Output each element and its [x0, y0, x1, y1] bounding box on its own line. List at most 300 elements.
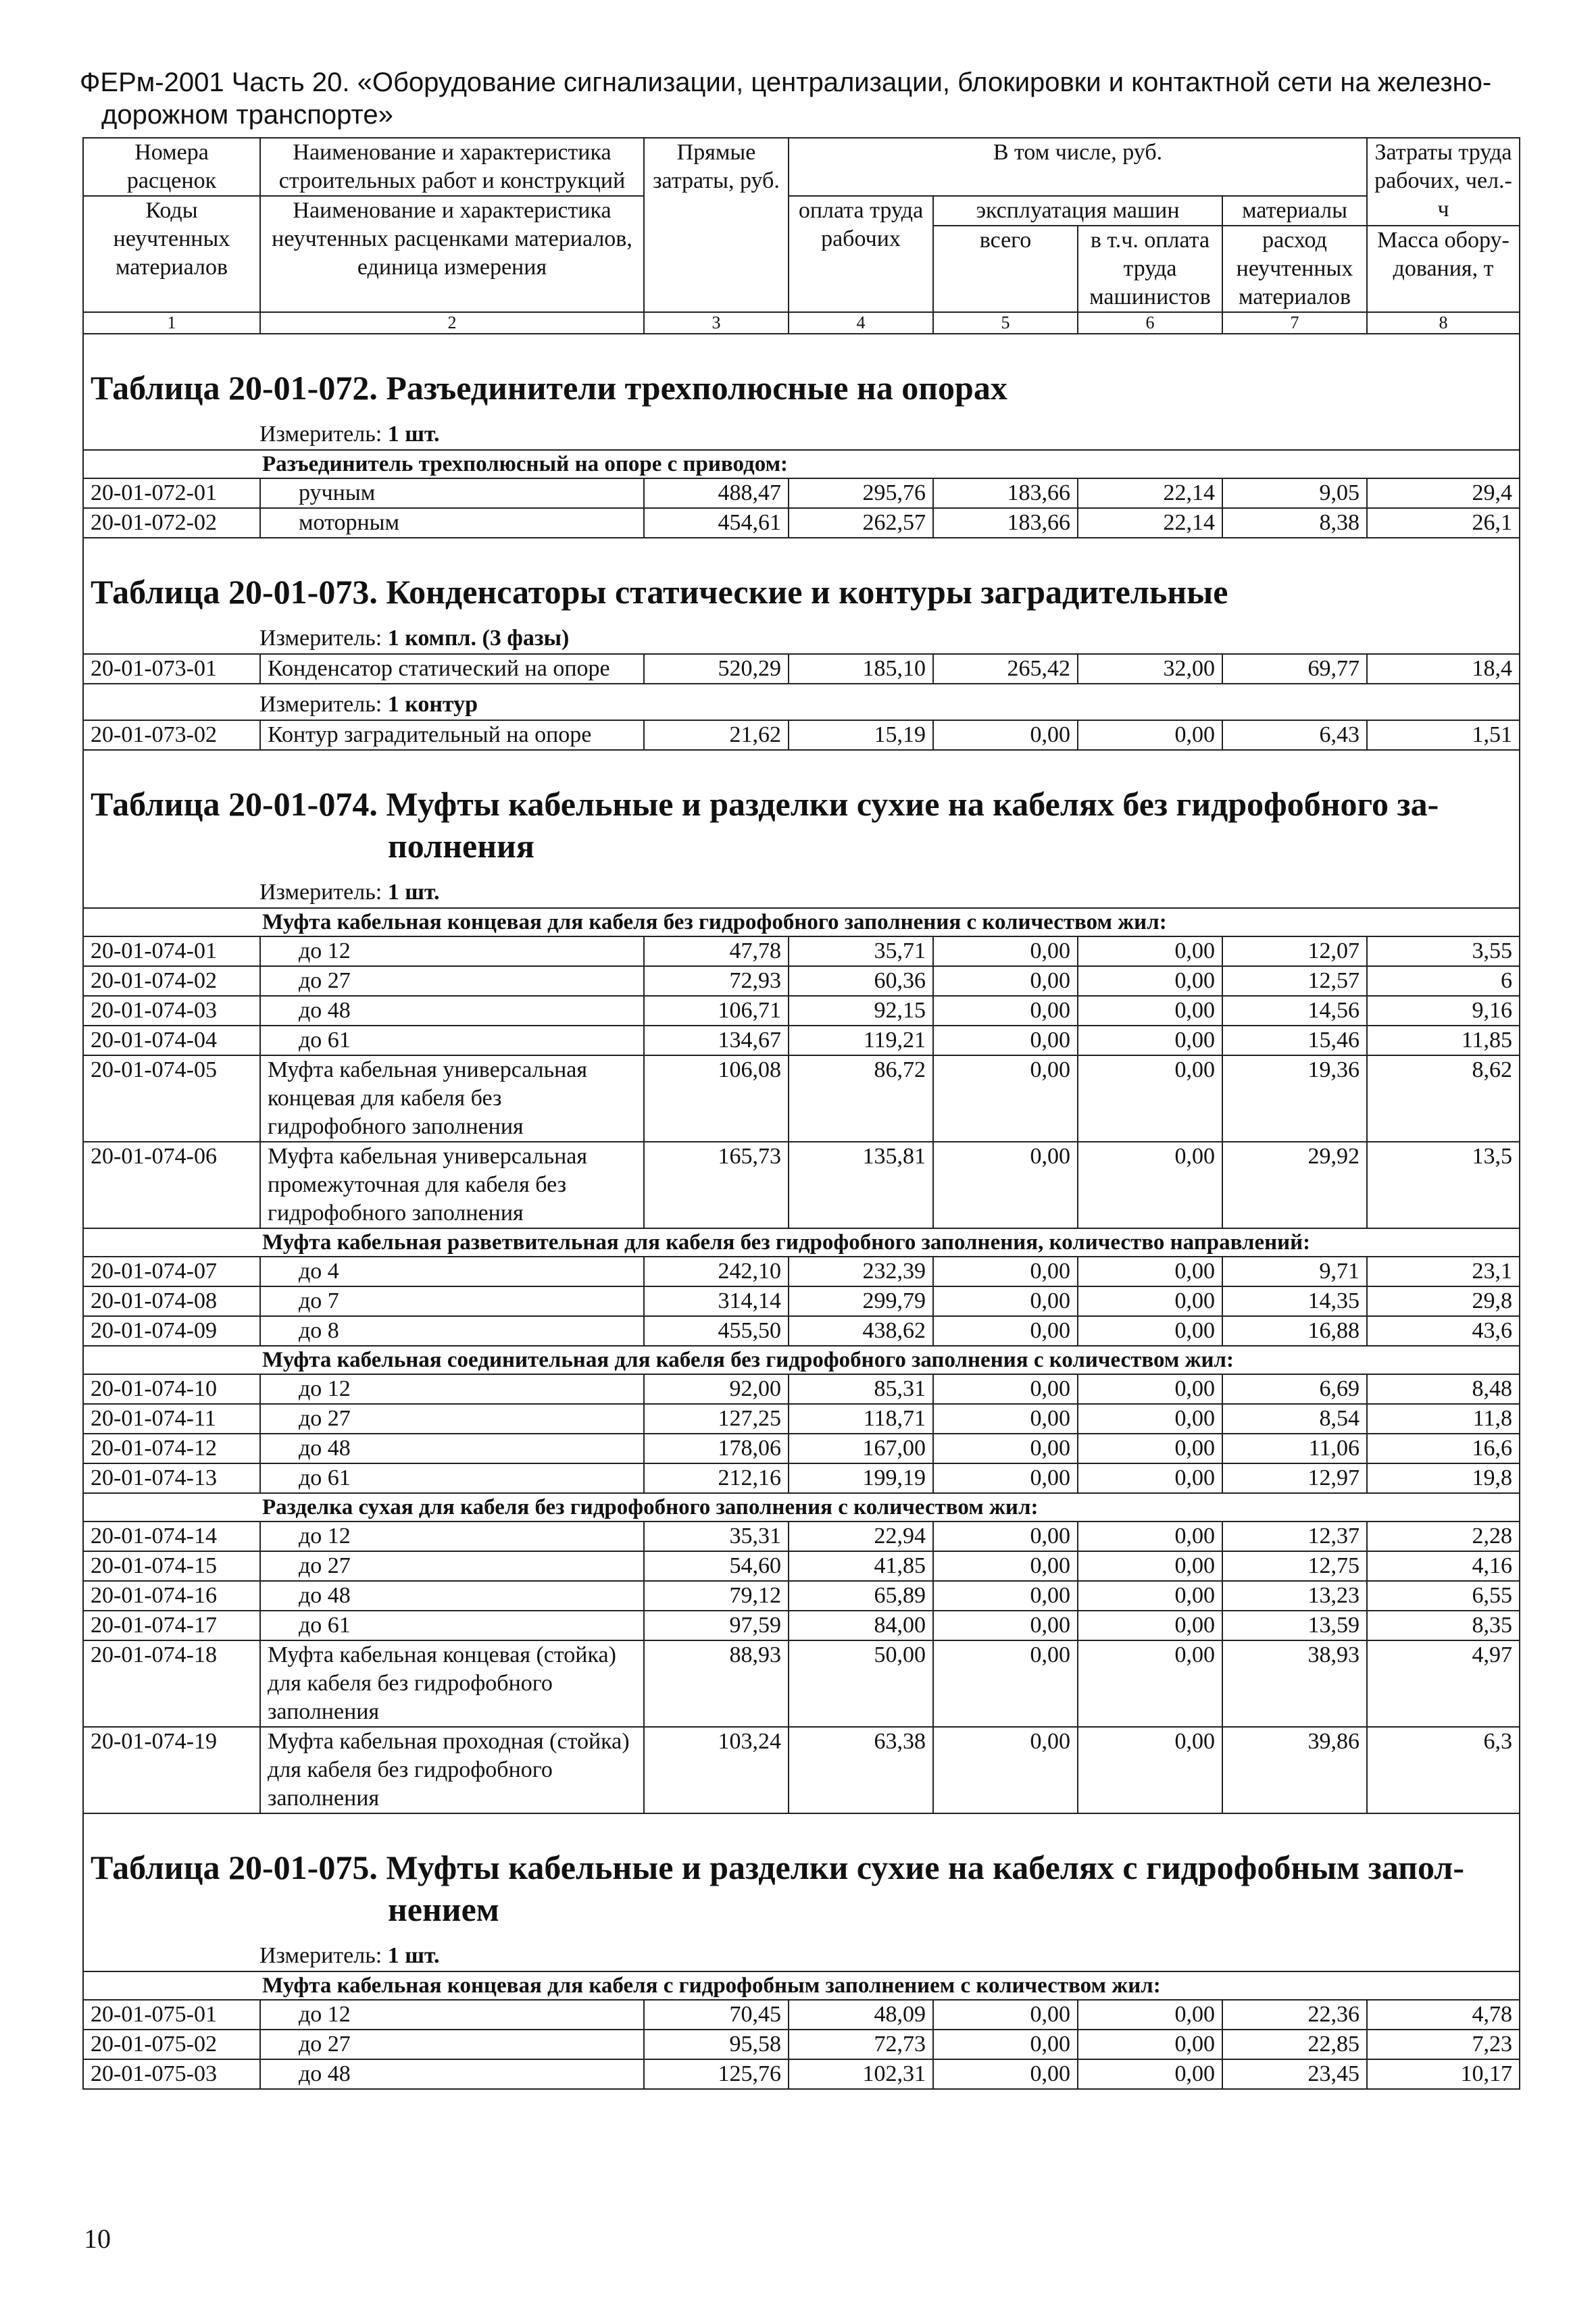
value-v7: 9,71	[1222, 1257, 1367, 1286]
value-v6: 32,00	[1078, 654, 1222, 684]
value-v7: 13,59	[1222, 1611, 1367, 1640]
measure-row	[83, 618, 1520, 654]
work-name: до 48	[260, 1581, 644, 1611]
value-v3: 455,50	[644, 1316, 789, 1346]
section-title	[83, 764, 1520, 872]
value-v7: 13,23	[1222, 1581, 1367, 1611]
value-v6: 0,00	[1078, 1521, 1222, 1551]
value-v4: 199,19	[789, 1463, 933, 1493]
table-row	[83, 1404, 1520, 1434]
value-v3: 134,67	[644, 1026, 789, 1055]
work-name: до 12	[260, 1521, 644, 1551]
rate-code: 20-01-073-01	[83, 654, 260, 684]
table-row	[83, 1286, 1520, 1316]
table-row	[83, 1316, 1520, 1346]
work-name: до 27	[260, 1404, 644, 1434]
table-row	[83, 1640, 1520, 1727]
value-v5: 0,00	[933, 966, 1078, 996]
value-v6: 0,00	[1078, 1404, 1222, 1434]
value-v3: 106,71	[644, 996, 789, 1026]
value-v6: 22,14	[1078, 478, 1222, 508]
value-v5: 0,00	[933, 1581, 1078, 1611]
value-v8: 23,1	[1367, 1257, 1520, 1286]
col2-bottom-header: Наименование и характеристика неучтенных расценками материалов, единица измерения	[260, 196, 644, 312]
measure-row	[83, 414, 1520, 450]
group-heading: Муфта кабельная концевая для кабеля с гидрофобным заполнением с количеством жил:	[83, 1971, 1520, 2000]
work-name: до 61	[260, 1463, 644, 1493]
table-row	[83, 1581, 1520, 1611]
value-v7: 12,37	[1222, 1521, 1367, 1551]
table-row	[83, 1463, 1520, 1493]
rate-code: 20-01-074-07	[83, 1257, 260, 1286]
value-v5: 0,00	[933, 720, 1078, 750]
value-v6: 0,00	[1078, 720, 1222, 750]
spacer-cell	[83, 334, 1520, 348]
value-v5: 183,66	[933, 508, 1078, 538]
value-v3: 127,25	[644, 1404, 789, 1434]
value-v6: 0,00	[1078, 1611, 1222, 1640]
value-v3: 88,93	[644, 1640, 789, 1727]
value-v6: 0,00	[1078, 966, 1222, 996]
value-v5: 0,00	[933, 1257, 1078, 1286]
machines-header: эксплуатация машин	[933, 196, 1222, 226]
value-v4: 262,57	[789, 508, 933, 538]
work-name: до 4	[260, 1257, 644, 1286]
value-v6: 0,00	[1078, 936, 1222, 966]
table-row	[83, 996, 1520, 1026]
value-v3: 72,93	[644, 966, 789, 996]
value-v4: 185,10	[789, 654, 933, 684]
rate-code: 20-01-074-17	[83, 1611, 260, 1640]
column-number: 5	[933, 312, 1078, 334]
value-v5: 0,00	[933, 1727, 1078, 1813]
value-v7: 29,92	[1222, 1142, 1367, 1228]
col1-bottom-header: Коды неучтенных материалов	[83, 196, 260, 312]
value-v8: 2,28	[1367, 1521, 1520, 1551]
value-v5: 0,00	[933, 1055, 1078, 1142]
table-row	[83, 478, 1520, 508]
value-v6: 0,00	[1078, 2059, 1222, 2089]
value-v5: 0,00	[933, 1404, 1078, 1434]
work-name: до 7	[260, 1286, 644, 1316]
section-title-continuation: полнения	[388, 827, 534, 865]
value-v4: 41,85	[789, 1551, 933, 1581]
work-name: ручным	[260, 478, 644, 508]
measure-label: Измеритель:	[259, 692, 382, 717]
rate-code: 20-01-074-10	[83, 1374, 260, 1404]
materials-header: материалы	[1222, 196, 1367, 226]
section-title-text: Таблица 20-01-075. Муфты кабельные и разделки сухие на кабелях с гидрофобным запол-	[91, 1848, 1465, 1886]
rate-code: 20-01-072-01	[83, 478, 260, 508]
value-v4: 15,19	[789, 720, 933, 750]
value-v4: 119,21	[789, 1026, 933, 1055]
value-v5: 0,00	[933, 1316, 1078, 1346]
value-v3: 79,12	[644, 1581, 789, 1611]
group-heading: Муфта кабельная разветвительная для кабеля без гидрофобного заполнения, количество направлений:	[83, 1228, 1520, 1257]
column-number: 3	[644, 312, 789, 334]
rates-table	[82, 137, 1520, 2090]
value-v4: 48,09	[789, 2000, 933, 2030]
measure-label: Измеритель:	[259, 880, 382, 905]
value-v3: 125,76	[644, 2059, 789, 2089]
work-name: до 12	[260, 936, 644, 966]
work-name: до 27	[260, 966, 644, 996]
work-name: до 12	[260, 1374, 644, 1404]
value-v4: 295,76	[789, 478, 933, 508]
value-v8: 43,6	[1367, 1316, 1520, 1346]
value-v4: 92,15	[789, 996, 933, 1026]
value-v7: 14,35	[1222, 1286, 1367, 1316]
section-title-text: Таблица 20-01-073. Конденсаторы статические и контуры заградительные	[91, 573, 1228, 611]
value-v6: 0,00	[1078, 1551, 1222, 1581]
value-v6: 0,00	[1078, 1374, 1222, 1404]
value-v6: 0,00	[1078, 1286, 1222, 1316]
table-row	[83, 2030, 1520, 2059]
section-title-text: Таблица 20-01-072. Разъединители трехполюсные на опорах	[91, 369, 1007, 407]
col1-top-header: Номера расценок	[83, 138, 260, 196]
value-v7: 22,85	[1222, 2030, 1367, 2059]
value-v5: 265,42	[933, 654, 1078, 684]
group-heading: Муфта кабельная соединительная для кабеля без гидрофобного заполнения с количеством жил:	[83, 1346, 1520, 1374]
value-v6: 0,00	[1078, 2000, 1222, 2030]
group-heading: Разделка сухая для кабеля без гидрофобного заполнения с количеством жил:	[83, 1493, 1520, 1521]
value-v5: 0,00	[933, 2000, 1078, 2030]
value-v3: 21,62	[644, 720, 789, 750]
group-heading-row	[83, 1346, 1520, 1374]
value-v7: 12,57	[1222, 966, 1367, 996]
work-name: моторным	[260, 508, 644, 538]
value-v8: 8,62	[1367, 1055, 1520, 1142]
section-title-row	[83, 1828, 1520, 1936]
rate-code: 20-01-075-03	[83, 2059, 260, 2089]
value-v3: 47,78	[644, 936, 789, 966]
rate-code: 20-01-073-02	[83, 720, 260, 750]
work-name: Муфта кабельная проходная (стойка) для кабеля без гидрофобного заполнения	[260, 1727, 644, 1813]
value-v8: 7,23	[1367, 2030, 1520, 2059]
rate-code: 20-01-074-05	[83, 1055, 260, 1142]
value-v5: 0,00	[933, 2030, 1078, 2059]
section-title	[83, 552, 1520, 618]
column-header	[83, 138, 1520, 334]
value-v3: 70,45	[644, 2000, 789, 2030]
value-v7: 38,93	[1222, 1640, 1367, 1727]
value-v3: 103,24	[644, 1727, 789, 1813]
value-v7: 16,88	[1222, 1316, 1367, 1346]
value-v7: 15,46	[1222, 1026, 1367, 1055]
value-v6: 0,00	[1078, 1026, 1222, 1055]
value-v5: 0,00	[933, 1434, 1078, 1463]
value-v4: 118,71	[789, 1404, 933, 1434]
value-v3: 212,16	[644, 1463, 789, 1493]
group-heading-row	[83, 1228, 1520, 1257]
value-v6: 0,00	[1078, 1055, 1222, 1142]
value-v6: 0,00	[1078, 1316, 1222, 1346]
value-v5: 0,00	[933, 996, 1078, 1026]
col3-header: Прямые затраты, руб.	[644, 138, 789, 312]
value-v8: 13,5	[1367, 1142, 1520, 1228]
rate-code: 20-01-072-02	[83, 508, 260, 538]
value-v6: 0,00	[1078, 1581, 1222, 1611]
value-v8: 6	[1367, 966, 1520, 996]
value-v3: 165,73	[644, 1142, 789, 1228]
value-v8: 8,35	[1367, 1611, 1520, 1640]
table-row	[83, 1727, 1520, 1813]
value-v4: 299,79	[789, 1286, 933, 1316]
table-row	[83, 1257, 1520, 1286]
col5-header: всего	[933, 226, 1078, 312]
rate-code: 20-01-074-01	[83, 936, 260, 966]
section-spacer	[83, 750, 1520, 764]
value-v3: 488,47	[644, 478, 789, 508]
value-v8: 9,16	[1367, 996, 1520, 1026]
group-heading: Разъединитель трехполюсный на опоре с приводом:	[83, 450, 1520, 478]
group-heading: Муфта кабельная концевая для кабеля без гидрофобного заполнения с количеством жил:	[83, 908, 1520, 936]
measure-cell	[83, 618, 1520, 654]
rate-code: 20-01-074-03	[83, 996, 260, 1026]
value-v4: 135,81	[789, 1142, 933, 1228]
rate-code: 20-01-074-12	[83, 1434, 260, 1463]
value-v4: 72,73	[789, 2030, 933, 2059]
value-v4: 22,94	[789, 1521, 933, 1551]
work-name: до 48	[260, 2059, 644, 2089]
measure-value: 1 компл. (3 фазы)	[387, 626, 570, 651]
column-number: 7	[1222, 312, 1367, 334]
section-title	[83, 1828, 1520, 1936]
value-v7: 12,97	[1222, 1463, 1367, 1493]
measure-cell	[83, 1936, 1520, 1971]
rates-document	[82, 137, 1519, 2090]
group-heading-row	[83, 450, 1520, 478]
measure-value: 1 шт.	[387, 422, 440, 447]
value-v4: 50,00	[789, 1640, 933, 1727]
value-v7: 22,36	[1222, 2000, 1367, 2030]
measure-label: Измеритель:	[259, 626, 382, 651]
value-v8: 18,4	[1367, 654, 1520, 684]
work-name: до 27	[260, 2030, 644, 2059]
table-row	[83, 2059, 1520, 2089]
section-title-text: Таблица 20-01-074. Муфты кабельные и разделки сухие на кабелях без гидрофобного за-	[91, 785, 1439, 823]
value-v4: 60,36	[789, 966, 933, 996]
rate-code: 20-01-074-04	[83, 1026, 260, 1055]
header-line-1: ФЕРм-2001 Часть 20. «Оборудование сигнализации, централизации, блокировки и контактной сети на железно-	[80, 68, 1492, 97]
rate-code: 20-01-074-14	[83, 1521, 260, 1551]
value-v8: 11,8	[1367, 1404, 1520, 1434]
measure-cell	[83, 684, 1520, 720]
value-v8: 4,78	[1367, 2000, 1520, 2030]
rate-code: 20-01-074-09	[83, 1316, 260, 1346]
table-row	[83, 1551, 1520, 1581]
work-name: до 12	[260, 2000, 644, 2030]
page-number: 10	[84, 2223, 111, 2254]
table-row	[83, 1374, 1520, 1404]
spacer-cell	[83, 750, 1520, 764]
value-v5: 0,00	[933, 1463, 1078, 1493]
value-v8: 3,55	[1367, 936, 1520, 966]
table-row	[83, 720, 1520, 750]
col4-header: оплата труда рабочих	[789, 196, 933, 312]
value-v4: 232,39	[789, 1257, 933, 1286]
col7-header: расход неучтенных материалов	[1222, 226, 1367, 312]
group-heading-row	[83, 908, 1520, 936]
value-v5: 0,00	[933, 1551, 1078, 1581]
value-v6: 0,00	[1078, 1727, 1222, 1813]
value-v8: 1,51	[1367, 720, 1520, 750]
value-v8: 8,48	[1367, 1374, 1520, 1404]
measure-value: 1 контур	[387, 692, 478, 717]
value-v6: 0,00	[1078, 996, 1222, 1026]
value-v5: 0,00	[933, 1521, 1078, 1551]
value-v6: 0,00	[1078, 2030, 1222, 2059]
section-title-row	[83, 764, 1520, 872]
value-v8: 19,8	[1367, 1463, 1520, 1493]
table-row	[83, 1142, 1520, 1228]
work-name: Муфта кабельная универсальная промежуточная для кабеля без гидрофобного заполнения	[260, 1142, 644, 1228]
work-name: до 61	[260, 1026, 644, 1055]
value-v3: 92,00	[644, 1374, 789, 1404]
section-spacer	[83, 1813, 1520, 1828]
work-name: до 27	[260, 1551, 644, 1581]
value-v4: 65,89	[789, 1581, 933, 1611]
spacer-cell	[83, 1813, 1520, 1828]
measure-row	[83, 1936, 1520, 1971]
value-v6: 0,00	[1078, 1640, 1222, 1727]
table-row	[83, 936, 1520, 966]
value-v6: 0,00	[1078, 1434, 1222, 1463]
header-line-2: дорожном транспорте»	[101, 100, 393, 130]
section-spacer	[83, 334, 1520, 348]
value-v8: 11,85	[1367, 1026, 1520, 1055]
rate-code: 20-01-075-01	[83, 2000, 260, 2030]
value-v8: 6,3	[1367, 1727, 1520, 1813]
value-v3: 178,06	[644, 1434, 789, 1463]
value-v7: 8,54	[1222, 1404, 1367, 1434]
value-v7: 69,77	[1222, 654, 1367, 684]
rate-code: 20-01-074-11	[83, 1404, 260, 1434]
value-v3: 314,14	[644, 1286, 789, 1316]
value-v6: 0,00	[1078, 1257, 1222, 1286]
value-v7: 12,07	[1222, 936, 1367, 966]
value-v3: 97,59	[644, 1611, 789, 1640]
measure-label: Измеритель:	[259, 422, 382, 447]
value-v7: 23,45	[1222, 2059, 1367, 2089]
table-row	[83, 654, 1520, 684]
work-name: Муфта кабельная универсальная концевая для кабеля без гидрофобного заполнения	[260, 1055, 644, 1142]
value-v8: 29,4	[1367, 478, 1520, 508]
spacer-cell	[83, 538, 1520, 552]
value-v7: 39,86	[1222, 1727, 1367, 1813]
col2-top-header: Наименование и характеристика строительных работ и конструкций	[260, 138, 644, 196]
col8-top-header: Затраты труда рабочих, чел.-ч	[1367, 138, 1520, 226]
rate-code: 20-01-074-08	[83, 1286, 260, 1316]
value-v5: 0,00	[933, 1142, 1078, 1228]
value-v3: 242,10	[644, 1257, 789, 1286]
value-v7: 8,38	[1222, 508, 1367, 538]
work-name: Муфта кабельная концевая (стойка) для кабеля без гидрофобного заполнения	[260, 1640, 644, 1727]
table-row	[83, 1434, 1520, 1463]
value-v3: 106,08	[644, 1055, 789, 1142]
value-v5: 183,66	[933, 478, 1078, 508]
including-header: В том числе, руб.	[789, 138, 1367, 196]
table-row	[83, 966, 1520, 996]
value-v4: 85,31	[789, 1374, 933, 1404]
column-number: 1	[83, 312, 260, 334]
value-v8: 4,97	[1367, 1640, 1520, 1727]
rate-code: 20-01-074-13	[83, 1463, 260, 1493]
rate-code: 20-01-074-02	[83, 966, 260, 996]
value-v4: 167,00	[789, 1434, 933, 1463]
value-v5: 0,00	[933, 1640, 1078, 1727]
column-numbers-row	[83, 312, 1520, 334]
value-v7: 6,69	[1222, 1374, 1367, 1404]
measure-value: 1 шт.	[387, 880, 440, 905]
table-row	[83, 2000, 1520, 2030]
value-v5: 0,00	[933, 1026, 1078, 1055]
value-v5: 0,00	[933, 2059, 1078, 2089]
table-row	[83, 1521, 1520, 1551]
section-title-row	[83, 348, 1520, 414]
section-spacer	[83, 538, 1520, 552]
value-v4: 86,72	[789, 1055, 933, 1142]
value-v8: 29,8	[1367, 1286, 1520, 1316]
table-body	[83, 334, 1520, 2089]
value-v7: 9,05	[1222, 478, 1367, 508]
work-name: Контур заградительный на опоре	[260, 720, 644, 750]
value-v7: 11,06	[1222, 1434, 1367, 1463]
value-v4: 84,00	[789, 1611, 933, 1640]
section-title-row	[83, 552, 1520, 618]
rate-code: 20-01-074-19	[83, 1727, 260, 1813]
rate-code: 20-01-074-06	[83, 1142, 260, 1228]
value-v7: 6,43	[1222, 720, 1367, 750]
value-v8: 4,16	[1367, 1551, 1520, 1581]
value-v4: 63,38	[789, 1727, 933, 1813]
measure-cell	[83, 872, 1520, 908]
table-row	[83, 508, 1520, 538]
section-title-continuation: нением	[388, 1890, 499, 1928]
work-name: до 61	[260, 1611, 644, 1640]
measure-row	[83, 684, 1520, 720]
group-heading-row	[83, 1971, 1520, 2000]
measure-value: 1 шт.	[387, 1943, 440, 1968]
value-v8: 10,17	[1367, 2059, 1520, 2089]
column-number: 6	[1078, 312, 1222, 334]
column-number: 2	[260, 312, 644, 334]
table-row	[83, 1026, 1520, 1055]
value-v6: 0,00	[1078, 1142, 1222, 1228]
rate-code: 20-01-074-15	[83, 1551, 260, 1581]
value-v5: 0,00	[933, 1611, 1078, 1640]
work-name: до 8	[260, 1316, 644, 1346]
value-v8: 26,1	[1367, 508, 1520, 538]
value-v6: 22,14	[1078, 508, 1222, 538]
table-row	[83, 1055, 1520, 1142]
value-v7: 14,56	[1222, 996, 1367, 1026]
column-number: 8	[1367, 312, 1520, 334]
work-name: до 48	[260, 1434, 644, 1463]
value-v6: 0,00	[1078, 1463, 1222, 1493]
measure-cell	[83, 414, 1520, 450]
value-v5: 0,00	[933, 1374, 1078, 1404]
rate-code: 20-01-074-18	[83, 1640, 260, 1727]
value-v3: 520,29	[644, 654, 789, 684]
value-v3: 54,60	[644, 1551, 789, 1581]
value-v5: 0,00	[933, 1286, 1078, 1316]
value-v7: 19,36	[1222, 1055, 1367, 1142]
value-v4: 438,62	[789, 1316, 933, 1346]
column-number: 4	[789, 312, 933, 334]
value-v8: 6,55	[1367, 1581, 1520, 1611]
work-name: Конденсатор статический на опоре	[260, 654, 644, 684]
